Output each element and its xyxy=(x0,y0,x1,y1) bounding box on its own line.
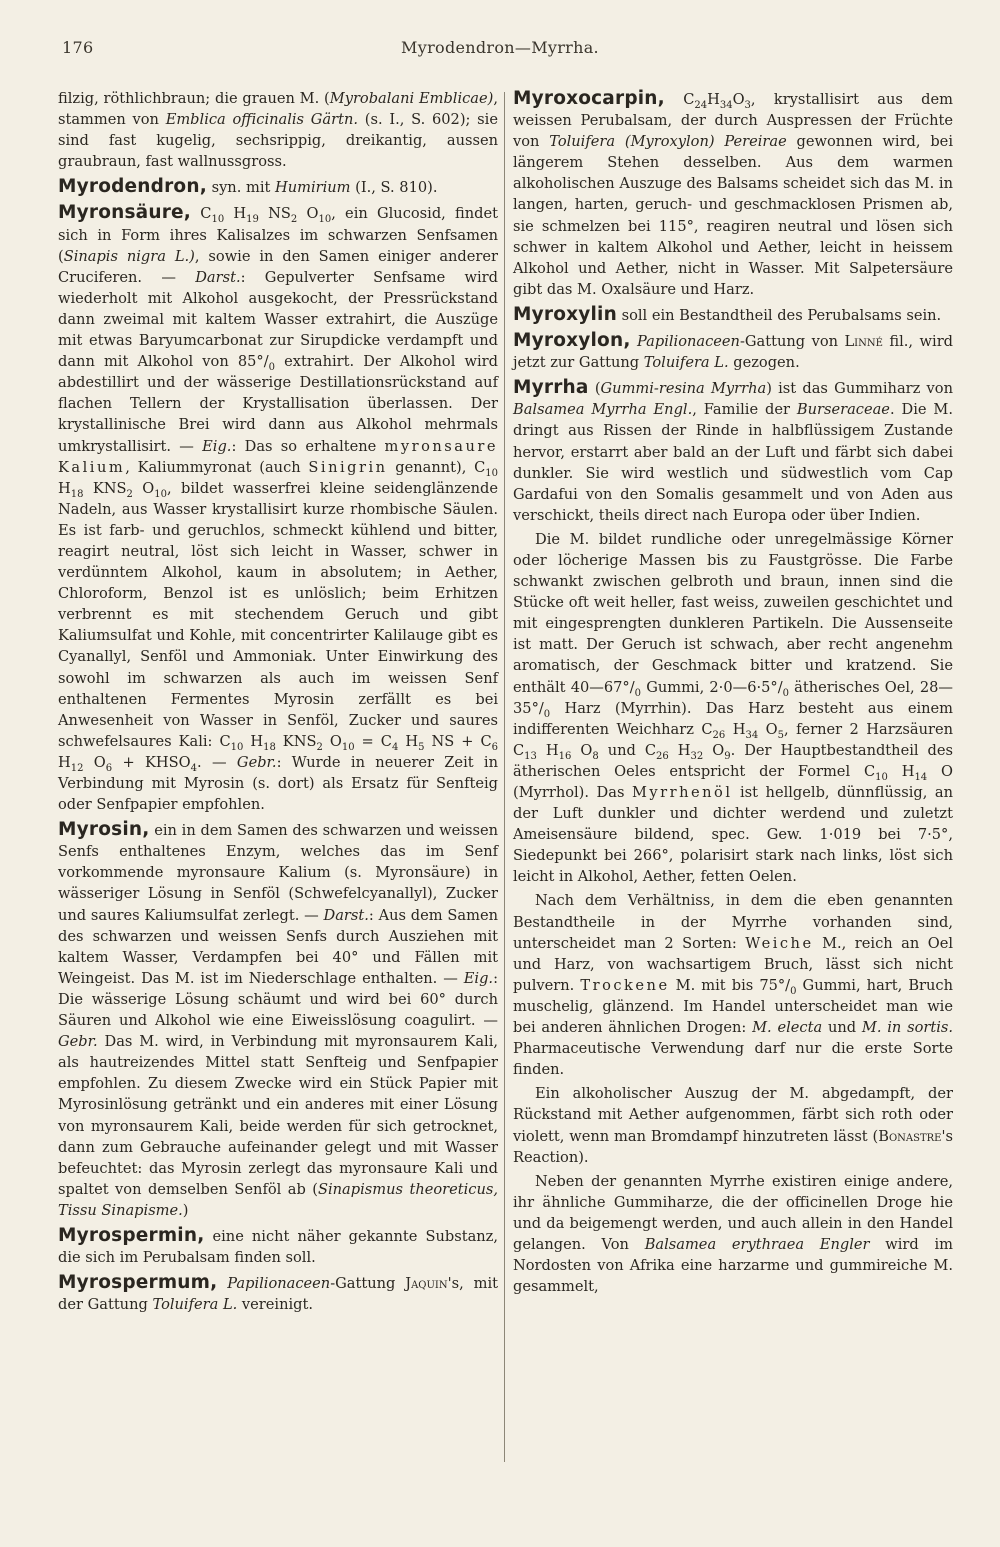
right-column xyxy=(513,88,953,1300)
entry-myroxylin: Myroxylin soll ein Bestandtheil des Perubalsams sein. xyxy=(513,303,942,325)
entry-myroxocarpin: Myroxocarpin, $C_{24}H_{34}O_3$, krystallisirt aus dem weissen Perubalsam, der durch Auspressen der Früchte von Toluifera (Myroxylon) Pereirae gewonnen wird, bei längerem Stehen desselben. Aus dem warmen alkoholischen Auszuge des Balsams scheidet sich das M. in langen, harten, geruch- und geschmacklosen Prismen ab, sie schmelzen bei 115°, reagiren neutral und lösen sich schwer in kaltem Alkohol und Aether, leicht in heissem Alkohol und Aether, nicht in Wasser. Mit Salpetersäure gibt das M. Oxalsäure und Harz. xyxy=(513,88,953,298)
paragraph-myrrha-sorten: Nach dem Verhältniss, in dem die eben genannten Bestandtheile in der Myrrhe vorhanden sind, unterscheidet man 2 Sorten: Weiche M., reich an Oel und Harz, von wachsartigem Bruch, lässt sich nicht pulvern. Trockene M. mit bis $75^\circ/_0$ Gummi, hart, Bruch muschelig, glänzend. Im Handel unterscheidet man wie bei anderen ähnlichen Drogen: M. electa und M. in sortis. Pharmaceutische Verwendung darf nur die erste Sorte finden. xyxy=(513,892,954,1079)
entry-myrospermum: Myrospermum, Papilionaceen-Gattung Jaquin's, mit der Gattung Toluifera L. vereinigt. xyxy=(58,1272,498,1314)
paragraph-myrrha-description: Die M. bildet rundliche oder unregelmässige Körner oder löcherige Massen bis zu Faustgrösse. Die Farbe schwankt zwischen gelbroth und braun, innen sind die Stücke oft weit heller, fast weiss, zuweilen geschichtet und mit eingesprengten dunkleren Partikeln. Die Aussenseite ist matt. Der Geruch ist schwach, aber recht angenehm aromatisch, der Geschmack bitter und kratzend. Sie enthält $40—67^\circ/_0$ Gummi, $2\cdot 0—6\cdot 5^\circ/_0$ ätherisches Oel, $28—35^\circ/_0$ Harz (Myrrhin). Das Harz besteht aus einem indifferenten Weichharz $C_{26}$ $H_{34}$ $O_5$, ferner 2 Harzsäuren $C_{13}$ $H_{16}$ $O_8$ und $C_{26}$ $H_{32}$ $O_9$. Der Hauptbestandtheil des ätherischen Oeles entspricht der Formel $C_{10}$ $H_{14}$ O (Myrrhol). Das Myrrhenöl ist hellgelb, dünnflüssig, an der Luft dunkler und dichter werdend und zuletzt Ameisensäure bildend, spec. Gew. 1·019 bei 7·5°, Siedepunkt bei 266°, polarisirt stark nach links, löst sich leicht in Alkohol, Aether, fetten Oelen. xyxy=(513,530,954,886)
paragraph-myrrha-reaction: Ein alkoholischer Auszug der M. abgedampft, der Rückstand mit Aether aufgenommen, färbt sich roth oder violett, wenn man Bromdampf hinzutreten lässt (Bonastre's Reaction). xyxy=(513,1085,953,1166)
paragraph-myrrha-andere: Neben der genannten Myrrhe existiren einige andere, ihr ähnliche Gummiharze, die der officinellen Droge hie und da beigemengt werden, und auch allein in den Handel gelangen. Von Balsamea erythraea Engler wird im Nordosten von Afrika eine harzarme und gummireiche M. gesammelt, xyxy=(513,1172,953,1296)
page-number: 176 xyxy=(62,38,94,57)
column-divider xyxy=(504,92,505,1462)
entry-myroxylon: Myroxylon, Papilionaceen-Gattung von Linné fil., wird jetzt zur Gattung Toluifera L. gezogen. xyxy=(513,330,954,372)
entry-myrrha: Myrrha (Gummi-resina Myrrha) ist das Gummiharz von Balsamea Myrrha Engl., Familie der Burseraceae. Die M. dringt aus Rissen der Rinde in halbflüssigem Zustande hervor, erstarrt aber bald an der Luft und färbt sich dabei dunkler. Sie wird westlich und südwestlich vom Cap Gardafui von den Somalis gesammelt und von Aden aus verschickt, theils direct nach Europa oder über Indien. xyxy=(513,377,953,524)
entry-myrosin: Myrosin, ein in dem Samen des schwarzen und weissen Senfs enthaltenes Enzym, welches das im Senf vorkommende myronsaure Kalium (s. Myronsäure) in wässeriger Lösung in Senföl (Schwefelcyanallyl), Zucker und saures Kaliumsulfat zerlegt. — Darst.: Aus dem Samen des schwarzen und weissen Senfs durch Ausziehen mit kaltem Wasser, Verdampfen bei 40° und Fällen mit Weingeist. Das M. ist im Niederschlage enthalten. — Eig.: Die wässerige Lösung schäumt und wird bei 60° durch Säuren und Alkohol wie eine Eiweisslösung coagulirt. — Gebr. Das M. wird, in Verbindung mit myronsaurem Kali, als hautreizendes Mittel statt Senfteig und Senfpapier empfohlen. Zu diesem Zwecke wird ein Stück Papier mit Myrosinlösung getränkt und ein anderes mit einer Lösung von myronsaurem Kali, beide werden für sich getrocknet, dann zum Gebrauche aufeinander gelegt und mit Wasser befeuchtet: das Myrosin zerlegt das myronsaure Kali und spaltet von demselben Senföl ab (Sinapismus theoreticus, Tissu Sinapisme.) xyxy=(58,819,498,1219)
entry-myrospermin: Myrospermin, eine nicht näher gekannte Substanz, die sich im Perubalsam finden soll. xyxy=(58,1224,498,1267)
left-column xyxy=(58,88,498,1318)
entry-myrodendron: Myrodendron, syn. mit Humirium (I., S. 810). xyxy=(58,176,438,198)
entry-myrobalani-continued: filzig, röthlichbraun; die grauen M. (Myrobalani Emblicae), stammen von Emblica officinalis Gärtn. (s. I., S. 602); sie sind fast kugelig, sechsrippig, dreikantig, aussen graubraun, fast wallnussgross. xyxy=(58,90,498,171)
running-header xyxy=(62,38,938,60)
running-title: Myrodendron—Myrrha. xyxy=(401,38,599,57)
entry-myronsaeure: Myronsäure, $C_{10}$ $H_{19}$ $NS_2$ $O_{10}$, ein Glucosid, findet sich in Form ihres Kalisalzes im schwarzen Senfsamen (Sinapis nigra L.), sowie in den Samen einiger anderer Cruciferen. — Darst.: Gepulverter Senfsame wird wiederholt mit Alkohol ausgekocht, der Pressrückstand dann zweimal mit kaltem Wasser extrahirt, die Auszüge mit etwas Baryumcarbonat zur Sirupdicke verdampft und dann mit Alkohol von $85^\circ/_0$ extrahirt. Der Alkohol wird abdestillirt und der wässerige Destillationsrückstand auf flachen Tellern der Krystallisation überlassen. Der krystallinische Brei wird dann aus Alkohol mehrmals umkrystallisirt. — Eig.: Das so erhaltene myronsaure Kalium, Kaliummyronat (auch Sinigrin genannt), $C_{10}$ $H_{18}$ $KNS_2$ $O_{10}$, bildet wasserfrei kleine seidenglänzende Nadeln, aus Wasser krystallisirt kurze rhombische Säulen. Es ist farb- und geruchlos, schmeckt kühlend und bitter, reagirt neutral, löst sich leicht in Wasser, schwer in verdünntem Alkohol, kaum in absolutem; in Aether, Chloroform, Benzol ist es unlöslich; beim Erhitzen verbrennt es mit stechendem Geruch und gibt Kaliumsulfat und Kohle, mit concentrirter Kalilauge gibt es Cyanallyl, Senföl und Ammoniak. Unter Einwirkung des sowohl im schwarzen als auch im weissen Senf enthaltenen Fermentes Myrosin zerfällt es bei Anwesenheit von Wasser in Senföl, Zucker und saures schwefelsaures Kali: $C_{10}$ $H_{18}$ $KNS_2$ $O_{10} = C_4$ $H_5$ NS + $C_6$ $H_{12}$ $O_6$ + $KHSO_4$. — Gebr.: Wurde in neuerer Zeit in Verbindung mit Myrosin (s. dort) als Ersatz für Senfteig oder Senfpapier empfohlen. xyxy=(58,202,499,814)
